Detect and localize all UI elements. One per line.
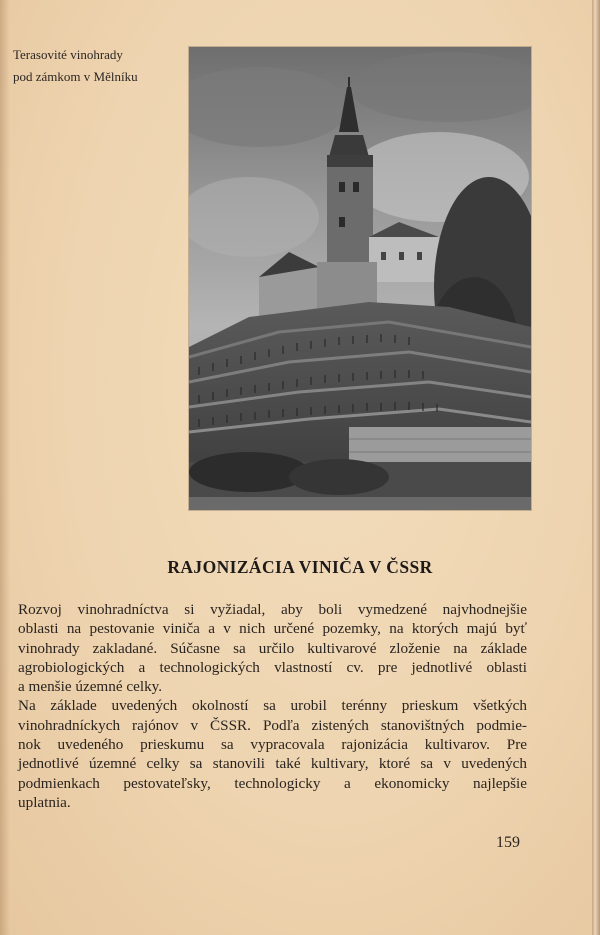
page-number: 159 (496, 834, 520, 851)
caption-line-1: Terasovité vinohrady (13, 47, 123, 62)
paragraph-2 (10, 696, 527, 812)
paragraph-2-line: jednotlivé územné celky sa stanovili také kultivary, ktoré sa v uvedených (18, 755, 527, 773)
paragraph-2-line: Na základe uvedených okolností sa urobil terénny prieskum všetkých (18, 697, 527, 715)
paragraph-1-line: vinohrady zakladané. Súčasne sa určilo kultivarové zloženie na základe (18, 639, 527, 657)
paragraph-1-line: Rozvoj vinohradníctva si vyžiadal, aby boli vymedzené najvhodnejšie (18, 601, 527, 618)
paragraph-2-line: podmienkach pestovateľsky, technologicky a ekonomicky najlepšie (18, 774, 527, 792)
castle-vineyard-photo (189, 47, 531, 510)
paragraph-1-line: a menšie územné celky. (18, 678, 163, 696)
paragraph-1-line: agrobiologických a technologických vlastností cv. pre jednotlivé oblasti (18, 658, 527, 676)
page-gutter-shadow (0, 0, 10, 935)
photo-caption (13, 44, 183, 88)
paragraph-2-line: nok uvedeného prieskumu sa vypracovala rajonizácia kultivarov. Pre (18, 736, 527, 754)
paragraph-1-line: oblasti na pestovanie viniča a v nich určené pozemky, na ktorých majú byť (18, 620, 527, 638)
caption-line-2: pod zámkom v Mělníku (13, 69, 138, 84)
photo-illustration (189, 47, 531, 510)
body-text (10, 600, 527, 812)
section-heading: RAJONIZÁCIA VINIČA V ČSSR (167, 557, 433, 577)
page-edge (592, 0, 600, 935)
paragraph-1 (10, 600, 527, 696)
paragraph-2-line: vinohradníckych rajónov v ČSSR. Podľa zistených stanovištných podmie- (18, 716, 527, 734)
paragraph-2-line: uplatnia. (18, 793, 71, 811)
